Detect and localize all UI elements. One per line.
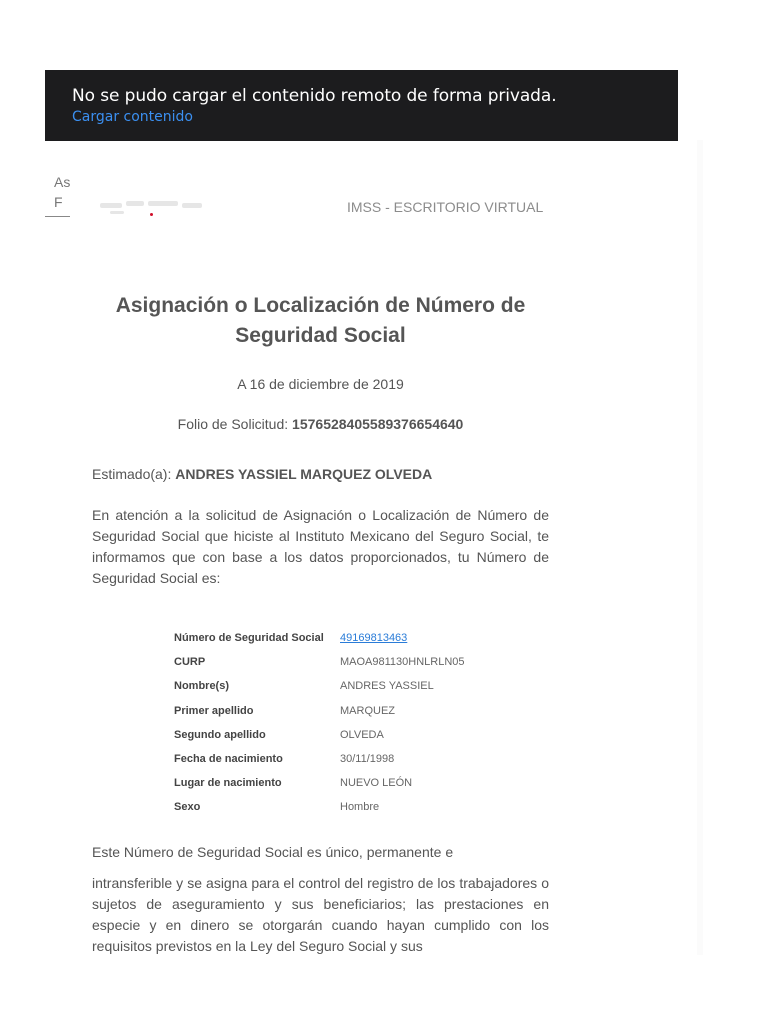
email-body [45,140,697,955]
row-label: Primer apellido [174,704,254,717]
remote-content-banner [45,70,678,141]
table-row [174,674,465,698]
row-value: ANDRES YASSIEL [340,680,434,693]
date-line: A 16 de diciembre de 2019 [237,376,404,392]
row-value: MARQUEZ [340,704,395,717]
header-title: IMSS - ESCRITORIO VIRTUAL [347,199,544,215]
table-row [174,771,465,795]
row-label: Sexo [174,801,201,814]
row-label: Número de Seguridad Social [174,632,324,645]
table-row [174,747,465,771]
table-row [174,626,465,650]
closing-paragraph: intransferible y se asigna para el control del registro de los trabajadores o sujetos de aseguramiento y sus beneficiarios; las prestaciones en especie y en dinero se otorgarán cuando hayan cumplido con los requisitos previstos en la Ley del Seguro Social y sus [92,875,549,954]
row-label: Fecha de nacimiento [174,753,283,766]
row-label: CURP [174,656,206,669]
folio-label: Folio de Solicitud: [177,416,293,432]
row-value: MAOA981130HNLRLN05 [340,656,465,669]
table-row [174,699,465,723]
table-row [174,650,465,674]
greeting-name: ANDRES YASSIEL MARQUEZ OLVEDA [175,466,433,482]
table-row [174,795,465,819]
row-value: 30/11/1998 [340,753,395,766]
folio-line [92,416,549,432]
load-content-link[interactable]: Cargar contenido [72,109,193,125]
folio-value: 1576528405589376654640 [292,416,464,432]
greeting-label: Estimado(a): [92,466,176,482]
nss-link[interactable]: 49169813463 [340,632,408,645]
intro-paragraph: En atención a la solicitud de Asignación o Localización de Número de Seguridad Social que hiciste al Instituto Mexicano del Seguro Social, te informamos que con base a los datos proporcionados, tu Número de Seguridad Social es: [92,507,549,586]
row-label: Nombre(s) [174,680,230,693]
row-value: Hombre [340,801,380,814]
row-label: Segundo apellido [174,728,266,741]
row-label: Lugar de nacimiento [174,777,282,790]
row-value: NUEVO LEÓN [340,777,413,790]
page-title: Asignación o Localización de Número de Seguridad Social [115,294,526,347]
greeting [92,466,432,482]
subject-divider [45,216,70,217]
nss-data-table [174,626,465,820]
banner-message: No se pudo cargar el contenido remoto de forma privada. [72,86,557,106]
logo-dot [150,213,153,216]
table-row [174,723,465,747]
row-value: OLVEDA [340,728,384,741]
row-value [340,626,465,650]
subject-fragment: As F [54,174,71,210]
closing-paragraph-line: Este Número de Seguridad Social es único, permanente e [92,844,454,860]
imss-logo [100,195,205,223]
